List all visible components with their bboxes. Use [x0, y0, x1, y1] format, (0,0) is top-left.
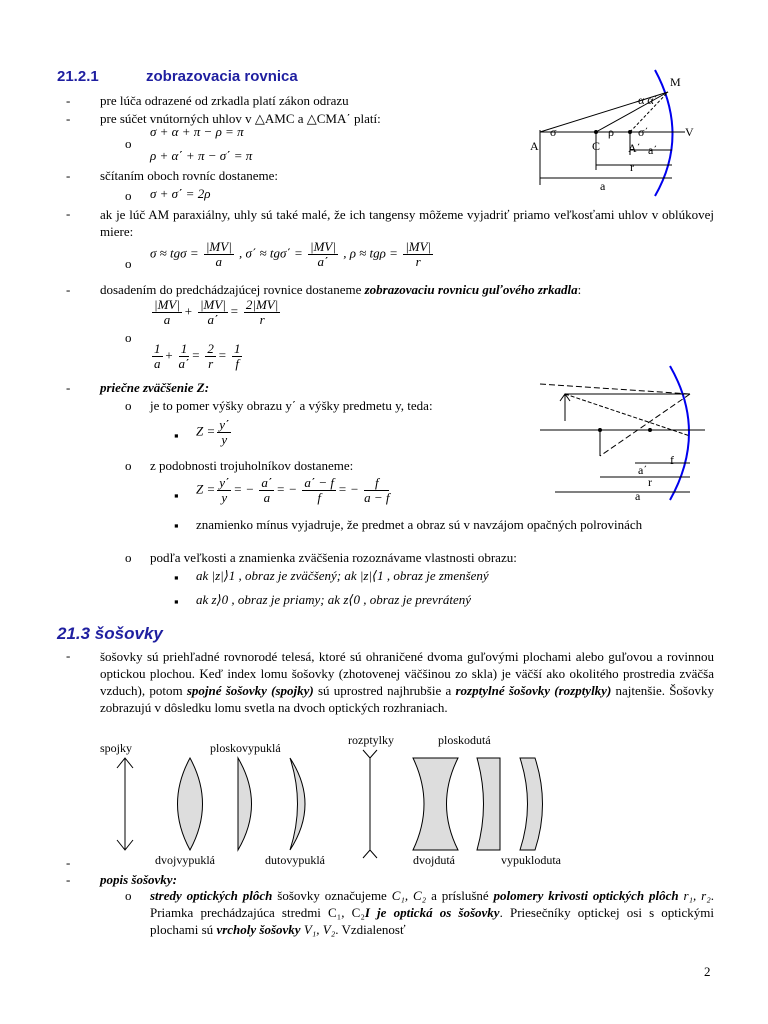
- equation-row: $\frac{|MV|}{a}$ + $\frac{|MV|}{a΄}$ = $\frac{2|MV|}{r}$: [154, 297, 279, 327]
- paragraph: šošovky sú priehľadné rovnorodé telesá, ktoré sú ohraničené dvoma guľovými plochami alebo guľovou a rovinnou optickou plochou. Keď index lomu šošovky (zhotovenej väčšinou zo skla) je väčší ako okolitého prostredia zväčša vzduch), potom spojné šošovky (spojky) sú uprostred najhrubšie a rozptylné šošovky (rozptylky) najtenšie. Šošovky zobrazujú v dôsledku lomu svetla na dvoch optických rozhraniach.: [100, 649, 714, 715]
- sub-bullet: o: [125, 458, 132, 473]
- section-title: zobrazovacia rovnica: [146, 68, 298, 85]
- square-bullet: ▪: [174, 570, 179, 585]
- square-bullet: ▪: [174, 594, 179, 609]
- svg-text:f: f: [670, 453, 674, 467]
- svg-text:r: r: [630, 160, 634, 174]
- equation-row: [150, 240, 435, 269]
- svg-text:σ΄: σ΄: [638, 125, 649, 139]
- sub-text: ak |z|⟩1 , obraz je zväčšený; ak |z|⟨1 , obraz je zmenšený: [196, 568, 489, 583]
- eq-part: , ρ ≈ tgρ =: [343, 245, 398, 261]
- bullet-text: pre lúča odrazené od zrkadla platí zákon odrazu: [100, 93, 349, 108]
- svg-text:a: a: [600, 179, 606, 193]
- mirror-curve: [670, 366, 689, 500]
- bullet-text: popis šošovky:: [100, 872, 177, 887]
- label-dvojduta: dvojdutá: [413, 853, 455, 867]
- svg-text:C: C: [592, 139, 601, 153]
- label-spojky: spojky: [100, 741, 133, 755]
- equation: σ + α + π − ρ = π: [150, 124, 244, 139]
- planoconvex-lens: [238, 758, 252, 850]
- sub-text: je to pomer výšky obrazu y΄ a výšky predmetu y, teda:: [150, 398, 433, 413]
- svg-text:α α΄: α α΄: [638, 93, 658, 107]
- converging-symbol: [117, 758, 133, 850]
- label-dvojvypukla: dvojvypuklá: [155, 853, 215, 867]
- biconvex-lens: [178, 758, 203, 850]
- mirror-figure-2: [540, 366, 710, 502]
- dash: -: [66, 380, 71, 395]
- mirror-figure-1: [530, 70, 710, 200]
- svg-text:a΄: a΄: [638, 463, 648, 477]
- sub-bullet: o: [125, 136, 132, 151]
- equation-row: Z = $\frac{y΄}{y}$: [196, 417, 230, 447]
- section-title: 21.3 šošovky: [57, 624, 163, 643]
- square-bullet: ▪: [174, 518, 179, 533]
- biconcave-lens: [413, 758, 458, 850]
- meniscus-concave-lens: [520, 758, 543, 850]
- bullet-text: priečne zväčšenie Z:: [100, 380, 210, 395]
- label-ploskovypukla: ploskovypuklá: [210, 741, 281, 755]
- equation-row: Z = $\frac{y΄}{y}$ = − $\frac{a΄}{a}$ = − $\frac{a΄ - f}{f}$ = − $\frac{f}{a - f}$: [196, 475, 390, 505]
- label-ploskoduta: ploskodutá: [438, 733, 491, 747]
- sub-text: podľa veľkosti a znamienka zväčšenia rozoznávame vlastnosti obrazu:: [150, 550, 517, 565]
- svg-text:a΄: a΄: [648, 143, 658, 157]
- dash: -: [66, 111, 71, 126]
- label-rozptylky: rozptylky: [348, 733, 394, 747]
- equation-row: $\frac{1}{a}$ + $\frac{1}{a΄}$ = $\frac{2}{r}$ = $\frac{1}{f}$: [154, 341, 241, 371]
- label-vypukloduta: vypukloduta: [501, 853, 561, 867]
- dash: -: [66, 648, 71, 663]
- sub-bullet: o: [125, 888, 132, 903]
- eq-part: , σ΄ ≈ tgσ΄ =: [239, 245, 303, 261]
- diverging-symbol: [363, 750, 377, 858]
- label-dutovypukla: dutovypuklá: [265, 853, 325, 867]
- sub-text: z podobnosti trojuholníkov dostaneme:: [150, 458, 354, 473]
- dash: -: [66, 93, 71, 108]
- equation: σ + σ΄ = 2ρ: [150, 186, 211, 201]
- bullet-text: dosadením do predchádzajúcej rovnice dostaneme zobrazovaciu rovnicu guľového zrkadla:: [100, 282, 582, 297]
- square-bullet: ▪: [174, 488, 179, 503]
- dash: -: [66, 206, 71, 221]
- svg-text:ρ: ρ: [608, 125, 614, 139]
- sub-bullet: o: [125, 256, 132, 271]
- sub-text: ak z⟩0 , obraz je priamy; ak z⟨0 , obraz je prevrátený: [196, 592, 472, 607]
- fraction: $\frac{|MV|}{r}$: [405, 239, 432, 269]
- dash: -: [66, 168, 71, 183]
- bullet-text: pre súčet vnútorných uhlov v △AMC a △CMA΄ platí:: [100, 111, 381, 126]
- eq-part: σ ≈ tgσ =: [150, 245, 199, 261]
- dash: -: [66, 872, 71, 887]
- section-number: 21.2.1: [57, 68, 99, 85]
- planoconcave-lens: [477, 758, 500, 850]
- svg-text:σ: σ: [550, 125, 557, 139]
- svg-text:r: r: [648, 475, 652, 489]
- sub-text: znamienko mínus vyjadruje, že predmet a obraz sú v navzájom opačných polrovinách: [196, 517, 643, 532]
- bullet-text: sčítaním oboch rovníc dostaneme:: [100, 168, 278, 183]
- sub-bullet: o: [125, 550, 132, 565]
- equation: ρ + α΄ + π − σ΄ = π: [150, 148, 253, 163]
- sub-bullet: o: [125, 330, 132, 345]
- meniscus-convex-lens: [290, 758, 305, 850]
- fraction: $\frac{|MV|}{a}$: [205, 239, 232, 269]
- svg-text:a: a: [635, 489, 641, 503]
- svg-text:A: A: [530, 139, 539, 153]
- page-number: 2: [704, 964, 711, 979]
- sub-bullet: o: [125, 188, 132, 203]
- sub-bullet: o: [125, 398, 132, 413]
- svg-text:M: M: [670, 75, 681, 89]
- fraction: $\frac{|MV|}{a΄}$: [310, 239, 336, 269]
- bullet-text: ak je lúč AM paraxiálny, uhly sú také malé, že ich tangensy môžeme vyjadriť priamo veľkosťami uhlov v oblúkovej miere:: [100, 207, 714, 239]
- svg-text:A΄: A΄: [628, 141, 641, 155]
- paragraph: stredy optických plôch šošovky označujeme C₁, C₂ a príslušné polomery krivosti optických plôch r₁, r₂. Priamka prechádzajúca stredmi C₁, C₂I je optická os šošovky. Priesečníky optickej osi s optickými plochami sú vrcholy šošovky V₁, V₂. Vzdialenosť: [150, 888, 714, 937]
- svg-text:V: V: [685, 125, 694, 139]
- square-bullet: ▪: [174, 428, 179, 443]
- dash: -: [66, 855, 71, 870]
- lens-figure: [95, 728, 615, 878]
- dash: -: [66, 282, 71, 297]
